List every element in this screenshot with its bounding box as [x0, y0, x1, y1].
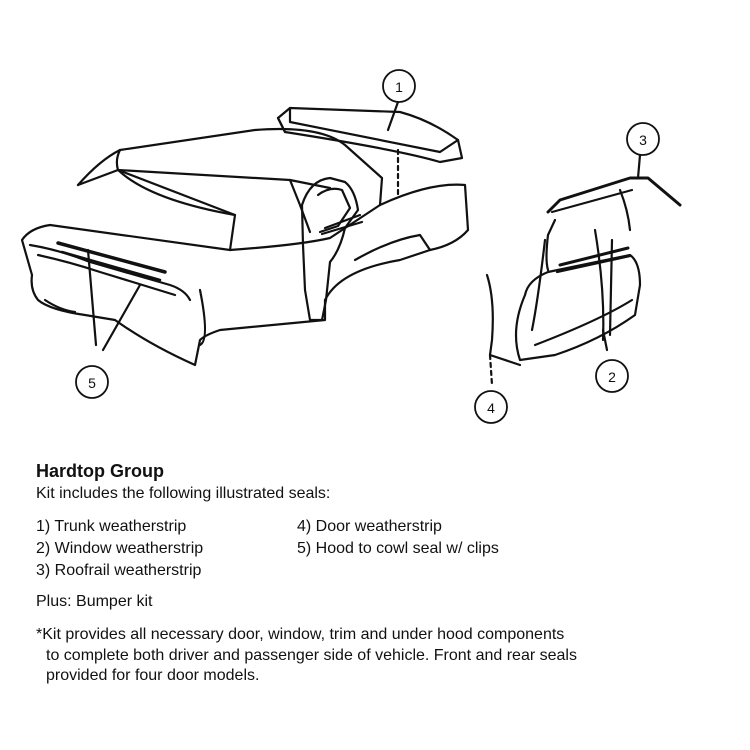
callout-5-label: 5 — [88, 375, 96, 391]
window-weatherstrip — [547, 220, 556, 270]
car-body-outline — [22, 185, 468, 365]
page-title: Hardtop Group — [36, 461, 164, 481]
footnote-line-1: *Kit provides all necessary door, window, trim and under hood components — [36, 626, 565, 643]
callout-2-label: 2 — [608, 369, 616, 385]
door-weatherstrip — [487, 275, 520, 365]
seal-item-1: 1) Trunk weatherstrip — [36, 518, 187, 535]
callout-4-label: 4 — [487, 400, 495, 416]
callout-1-label: 1 — [395, 79, 403, 95]
footnote-line-2: to complete both driver and passenger side of vehicle. Front and rear seals — [46, 647, 577, 664]
trunk-weatherstrip — [278, 108, 462, 162]
seal-item-4: 4) Door weatherstrip — [297, 518, 442, 535]
door-opening — [302, 178, 358, 320]
seal-item-3: 3) Roofrail weatherstrip — [36, 562, 202, 579]
seal-item-2: 2) Window weatherstrip — [36, 540, 204, 557]
plus-line: Plus: Bumper kit — [36, 593, 153, 610]
callout-3-label: 3 — [639, 132, 647, 148]
subtitle: Kit includes the following illustrated seals: — [36, 485, 331, 502]
footnote-line-3: provided for four door models. — [46, 667, 260, 684]
seal-item-5: 5) Hood to cowl seal w/ clips — [297, 540, 499, 557]
